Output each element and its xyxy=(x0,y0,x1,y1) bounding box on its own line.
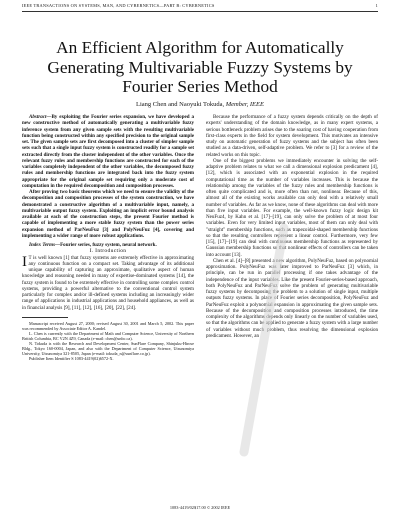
section-heading-introduction: I. Introduction xyxy=(89,248,127,255)
author-line xyxy=(20,101,380,108)
body-paragraph-3: Chen et al. [4]–[8] presented a new algorithm, PolyNeuFuz, based on polynomial approximation. PolyNeuFuz was later improved to ParNeuFuz [3] which, in principle, can be run in parallel processing if one takes advantage of the independence of the input variables. Like the present Fourier-series-based approach, both PolyNeuFuz and ParNeuFuz solve the problem of generating multivariable fuzzy systems by decomposing the problem to a solution of single input, multiple outputs fuzzy systems. In place of Fourier series decomposition, PolyNeuFuz and ParNeuFuz exploit a polynomial expansion in approximating the given sample sets. Because of the decomposition and composition processes introduced, the time complexity of the algorithms depends only linearly on the number of variables used, so that the algorithms can be applied to generate a fuzzy system with a large number of variables without much problem, thus resolving the dimensional explosion predicament. However, an xyxy=(206,257,378,339)
paper-title: An Efficient Algorithm for Automatically Generating Multivariable Fuzzy Systems by Fourier Series Method xyxy=(47,38,353,96)
abstract xyxy=(22,114,194,189)
journal-name: IEEE TRANSACTIONS ON SYSTEMS, MAN, AND CYBERNETICS—PART B: CYBERNETICS xyxy=(22,3,215,8)
abstract-paragraph-2: After proving two basic theorems which we need to ensure the validity of the decomposition and composition processes of the system construction, we have demonstrated a constructive algorithm of a multivariable input, namely, a multivariable output fuzzy system. Exploiting an implicit error bound analysis available at each of the construction steps, the present Fourier method is capable of implementing a more stable fuzzy system than the power series expansion method of ParNeuFuz [3] and PolyNeuFuz [4], covering and implementing a wider range of more robust applications. xyxy=(22,189,194,239)
intro-paragraph-1 xyxy=(22,255,194,311)
left-column xyxy=(22,114,194,362)
drop-cap: I xyxy=(22,253,27,270)
footnote-author-tokuda: N. Tokuda is with the Research and Development Center, SunFlare Company, Shinjuku-Hirose Bldg., Tokyo 160-0004, Japan, and also with the Department of Computer Science, Utsunomiya University, Utsunomiya 321-8505, Japan (e-mail: tokuda_n@sunflare.co.jp). xyxy=(22,341,194,357)
footnote-author-chen: L. Chen is currently with the Department of Math and Computer Science, University of Northern British Columbia, BC V2N 4Z9, Canada (e-mail: chen@unbc.ca). xyxy=(22,330,194,342)
footnote-manuscript: Manuscript received August 27, 2000; revised August 30, 2001 and March 5, 2002. This paper was recommended by Associate Editor A. Kandel. xyxy=(22,320,194,331)
author-names: Liang Chen and Naoyuki Tokuda, xyxy=(136,101,225,108)
intro-text: T is well known [1] that fuzzy systems are extremely effective in approximating any continuous function on a compact set. Taking advantage of its additional unique capability of capturing an approximate, qualitative aspect of human knowledge and reasoning needed in many of expertise-dominated systems [14], the fuzzy system is found to be extremely effective in controlling some complex control systems, providing a powerful alternative to the conventional control system particularly for complex and/or ill-defined systems including an increasingly wider range of applications in industrial applications and household appliances, as well as in financial analysis [9], [11], [12], [16], [20], [22], [24]. xyxy=(22,254,194,311)
index-terms-lead: Index Terms xyxy=(29,242,56,248)
abstract-lead: Abstract xyxy=(29,114,47,120)
author-role: Member, IEEE xyxy=(225,101,264,108)
right-column xyxy=(206,114,378,339)
body-paragraph-1: Because the performance of a fuzzy system depends critically on the depth of experts' understanding of the domain knowledge, as in many expert systems, a serious bottleneck problem arises due to the soaring cost of having cooperation from first-class experts in the field for system development. This motivates an intensive study on automatic generation of fuzzy systems and the subject has often been studied as a data-driven, self-adaptive problem. We refer to [3] for a review of the related works on this topic. xyxy=(206,114,378,158)
copyright-footer: 1083-4419/02$17.00 © 2002 IEEE xyxy=(169,505,231,510)
body-paragraph-2: One of the biggest problems we immediately encounter in solving the self-adaptive problem relates to what we call a dimensional explosion predicament [4], [12], which is associated with an exponential explosion in the required computational time as the number of variables increases. This is because the relationship among the variables of the fuzzy rules and membership functions is often quite complicated and is, more often than not, nonlinear. Because of this, almost all of the existing works available can only deal with a relatively small number of variables. As far as we know, none of these algorithms can deal with more than five input variables. For example, the well-known fuzzy logic design kit NeuFuz4, by Kahn et al. [17]–[19], can only solve the problem of at most four variables. Even for very limited input variables, most of them can only deal with "straight" membership functions, such as trapezoidal-shaped membership functions so that the resulting controllers represent a linear control. Furthermore, very few [15], [17]–[19] can deal with continuous membership functions as represented by Gaussian membership functions so that nonlinear effects of controllers can be taken into account [13]. xyxy=(206,157,378,258)
footnote-rule xyxy=(22,317,68,318)
page-number: 1 xyxy=(375,3,378,8)
footnote-publisher-id: Publisher Item Identifier S 1083-4419(02)6572-X. xyxy=(29,356,114,362)
header-rule xyxy=(22,11,378,12)
index-terms-text: —Fourier series, fuzzy system, neural network. xyxy=(55,242,157,248)
abstract-text: —By exploiting the Fourier series expansion, we have developed a new constructive method of automatically generating a multivariable fuzzy inference system from any given sample sets with the resulting multivariable function being constructed within any specified precision to the original sample set. The given sample sets are first decomposed into a cluster of simpler sample sets such that a single input fuzzy system is constructed readily for a sample set extracted directly from the cluster independent of the other variables. Once the relevant fuzzy rules and membership functions are constructed for each of the variables completely independent of the other variables, the decomposed fuzzy rules and membership functions are integrated back into the fuzzy system appropriate for the original sample set requiring only a moderate cost of computation in the required decomposition and composition processes. xyxy=(22,114,194,189)
